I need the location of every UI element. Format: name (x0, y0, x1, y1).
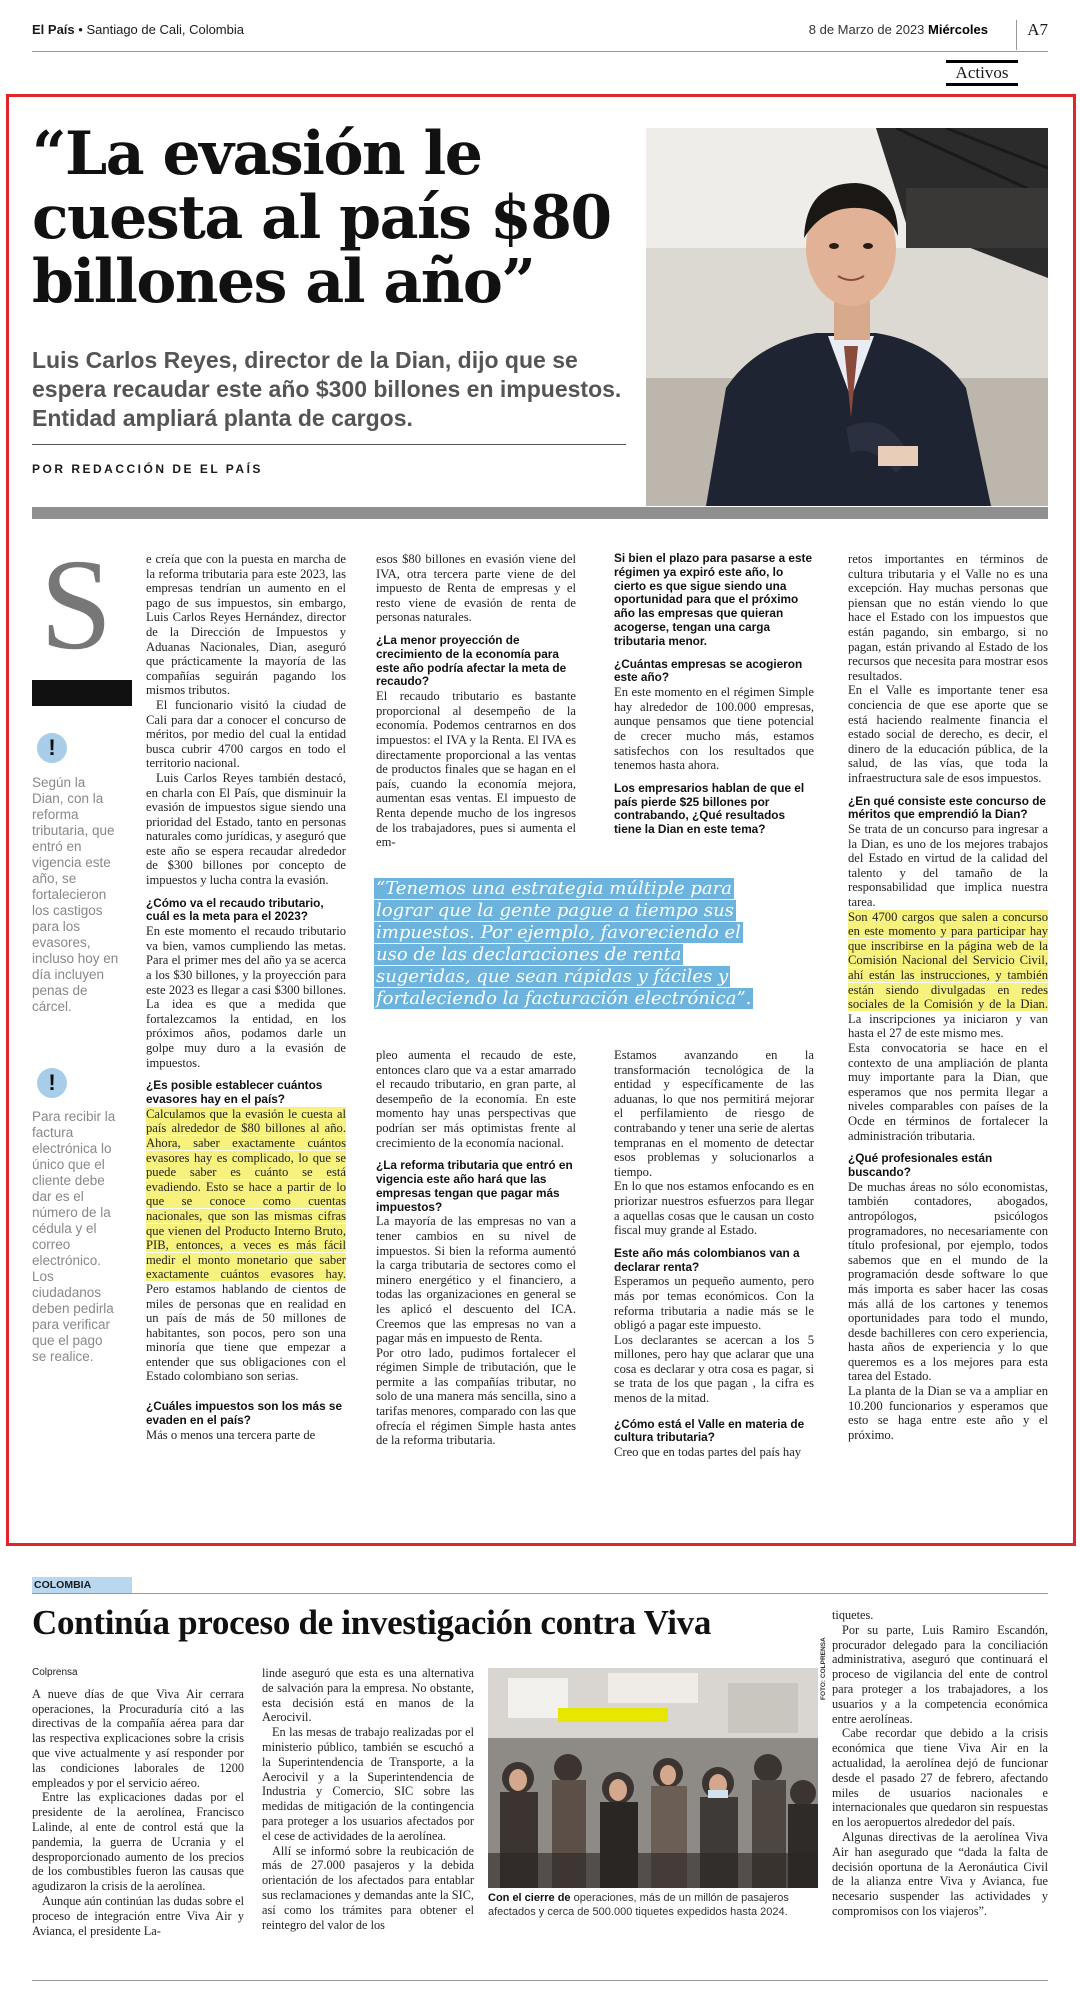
article-column-1 (146, 552, 346, 1442)
tip-note: Según la Dian, con la reforma tributaria, que entró en vigencia este año, se fortalecieron los castigos para los evasores, incluso hoy en día incluyen penas de cárcel. (32, 775, 119, 1014)
question: ¿En qué consiste este concurso de méritos que emprendió la Dian? (848, 793, 1046, 822)
answer: Se trata de un concurso para ingresar a la Dian, es uno de los mejores trabajos del Estado en virtud de la calidad del talento y del tamaño de la responsabilidad que implica nuestra tarea. (848, 822, 1048, 910)
divider (32, 1593, 1048, 1594)
answer-rest: Pero estamos hablando de cientos de miles de personas que en realidad en un país de más de 50 millones de habitantes, son pocos, pero son una minoría que tiene que empezar a entender que sus obligaciones con el Estado colombiano son serias. (146, 1281, 346, 1384)
paragraph: Aunque aún continúan las dudas sobre el proceso de integración entre Viva Air y Avianca, el presidente La- (32, 1893, 244, 1938)
answer: De muchas áreas no sólo economistas, también contadores, abogados, antropólogos, psicólogos programadores, no necesariamente con título profesional, por ejemplo, todos sabemos que en el mundo de la programación desde software lo que más importa es saber hacer las cosas más allá de los cartones y tenemos oportunidades para todo el mundo, desde bachilleres con cero experiencia, hasta años de experiencia y lo que queremos es a los mejores para esta tarea del Estado. (848, 1179, 1048, 1384)
news-source: Colprensa (32, 1667, 78, 1678)
answer: Esperamos un pequeño aumento, pero más por temas económicos. Con la reforma tributaria a nadie más se le obligó a pagar este impuesto. (614, 1274, 814, 1333)
question: ¿La reforma tributaria que entró en vigencia este año hará que las empresas tengan que pagar más impuestos? (376, 1158, 573, 1214)
divider (32, 444, 626, 445)
page-header (32, 20, 1048, 52)
article-column-3-top (614, 552, 814, 837)
answer: En este momento el recaudo tributario va bien, vamos cumpliendo las metas. Para el primer mes del año ya se acerca a los $30 billones, y la proyección para este 2023 es llegar a casi $300 billones. La idea es que a medida que fortalezcamos la entidad, en los próximos años, podamos darle un golpe muy duro a la evasión de impuestos. (146, 924, 346, 1070)
paragraph: esos $80 billones en evasión viene del IVA, otra tercera parte viene de del impuesto de Renta de empresas y el resto viene de evasión de renta de personas naturales. (376, 552, 576, 625)
second-column-2 (262, 1666, 474, 1932)
airport-crowd-photo (488, 1668, 818, 1888)
answer: Por otro lado, pudimos fortalecer el régimen Simple de tributación, que le permite a las compañías tributar, no solo de una manera más sencilla, sino a tarifas menores, comparado con las que ofrecía el régimen Simple hasta antes de la reforma tributaria. (376, 1345, 576, 1448)
paragraph: Luis Carlos Reyes también destacó, en charla con El País, que disminuir la evasión de impuestos sigue siendo una prioridad del Estado, tanto en personas naturales como jurídicas, y aseguró que este año se espera recaudar alrededor de $300 billones por concepto de impuestos y lucha contra la evasión. (146, 770, 346, 888)
byline: POR REDACCIÓN DE EL PAÍS (32, 462, 263, 476)
drop-cap: S (40, 533, 113, 677)
airport-illustration (488, 1668, 818, 1888)
answer: La mayoría de las empresas no van a tener cambios en su nivel de impuestos. Si bien la reforma aumentó la carga tributaria de sectores como el minero energético y el financiero, a todas las organizaciones en general se les aplicó el descuento del ICA. Creemos que las empresas no van a pagar más en impuesto de Renta. (376, 1214, 576, 1346)
answer: En este momento en el régimen Simple hay alrededor de 100.000 empresas, aunque pensamos que tiene potencial de crecer mucho más, estamos satisfechos con los resultados que tenemos hasta ahora. (614, 685, 814, 773)
answer: Esta convocatoria se hace en el contexto de una ampliación de planta muy importante para la Dian, que esperamos que nos permita llegar a niveles comparables con países de la Ocde en términos de fortalecer la administración tributaria. (848, 1041, 1048, 1143)
portrait-photo (646, 128, 1048, 506)
paragraph: Allí se informó sobre la reubicación de más de 27.000 pasajeros y la debida orientación de los afectados para entablar sus reclamaciones y demandas ante la SIC, así como los trámites para obtener el reintegro del valor de los (262, 1843, 474, 1932)
highlighted-text: Son 4700 cargos que salen a concurso en este momento y para participar hay que inscribirse en la página web de la Comisión Nacional del Servicio Civil, ahí están las instrucciones, y también están siendo divulgadas en redes sociales de la Comisión y de la Dian. (848, 909, 1048, 1012)
article-column-3-bottom (614, 1048, 814, 1460)
answer: Más o menos una tercera parte de (146, 1427, 316, 1442)
separator: • (78, 22, 83, 37)
bottom-rule (32, 1980, 1048, 1981)
question: ¿Cómo está el Valle en materia de cultura tributaria? (614, 1416, 805, 1445)
photo-credit: FOTO: COLPRENSA (820, 1637, 827, 1700)
main-headline: “La evasión le cuesta al país $80 billones al año” (32, 119, 611, 317)
second-column-1 (32, 1666, 244, 1938)
paragraph: Algunas directivas de la aerolínea Viva Air han asegurado que “dada la falta de decisión oportuna de la Aeronáutica Civil de la alianza entre Viva y Avianca, fue necesario suspender las actividades y compromisos con los viajeros”. (832, 1829, 1048, 1918)
caption-text: operaciones, más de un millón de pasajeros afectados y cerca de 500.000 tiquetes expedidos hasta 2024. (488, 1892, 789, 1918)
publication-name: El País (32, 22, 75, 37)
paragraph: El funcionario visitó la ciudad de Cali para dar a conocer el concurso de méritos, por medio del cual la entidad busca cubrir 4700 cargos en todo el territorio nacional. (146, 697, 346, 771)
paragraph: Cabe recordar que debido a la crisis económica que tiene Viva Air en la actualidad, la aerolínea dejó de funcionar desde el pasado 27 de febrero, afectando miles de usuarios nacionales e internacionales que quedaron sin respuestas en los aeropuertos alrededor del país. (832, 1726, 1048, 1830)
exclamation-icon: ! (37, 733, 67, 763)
page-number: A7 (1016, 20, 1048, 50)
paragraph: Entre las explicaciones dadas por el presidente de la aerolínea, Francisco Lalinde, al ente de control está que la pandemia, la guerra de Ucrania y el desproporcionado aumento de los precios de los combustibles fueron las causas que agudizaron la crisis de la aerolínea. (32, 1790, 244, 1894)
question: Los empresarios hablan de que el país pierde $25 billones por contrabando, ¿Qué resultados tiene la Dian en este tema? (614, 780, 805, 837)
issue-date (809, 22, 988, 37)
answer (848, 910, 1048, 1041)
pull-quote-text: “Tenemos una estrategia múltiple para lograr que la gente pague a tiempo sus impuestos. Por ejemplo, favoreciendo el uso de las declaraciones de renta sugeridas, que sean rápidas y fáciles y fortaleciendo la facturación electrónica”. (376, 878, 752, 1009)
highlighted-text: Calculamos que la evasión le cuesta al país alrededor de $80 billones al año. Ahora, saber exactamente cuántos evasores hay es complicado, lo que se puede saber es cuánto se está evadiendo. Esto se hace a partir de lo que se conoce como cuentas nacionales, que son las mismas cifras que vienen del Producto Interno Bruto, PIB, entonces, a veces es más fácil medir el monto monetario que saber exactamente cuántos evasores hay. (146, 1106, 346, 1282)
question: ¿Cuáles impuestos son los más se evaden en el país? (146, 1399, 343, 1427)
paragraph: Por su parte, Luis Ramiro Escandón, procurador delegado para la conciliación administrativa, aseguró que continuará el proceso de vigilancia del ente de control para proteger a los trabajadores, a los usuarios y a la competencia económica entre aerolíneas. (832, 1622, 1048, 1726)
caption-lead: Con el cierre de (488, 1892, 571, 1904)
drop-cap-bar (32, 680, 132, 706)
section-label: Activos (946, 60, 1018, 86)
answer: Creo que en todas partes del país hay (614, 1445, 802, 1460)
paragraph: linde aseguró que esta es una alternativa de salvación para la empresa. No obstante, esta decisión está en manos de la Aerocivil. (262, 1666, 474, 1725)
publication-line (32, 22, 244, 37)
question: ¿Es posible establecer cuántos evasores hay en el país? (146, 1078, 323, 1106)
paragraph: En las mesas de trabajo realizadas por el ministerio público, también se escuchó a la Superintendencia de Transporte, a la Aerocivil y a la Superintendencia de Industria y Comercio, SIC sobre las medidas de mitigación de la contingencia para proteger a los usuarios afectados por el cese de actividades de la aerolínea. (262, 1725, 474, 1843)
answer: Estamos avanzando en la transformación tecnológica de la entidad y específicamente de las aduanas, lo que nos permitirá mejorar el perfilamiento de riesgo de contrabando y tener una serie de alertas tempranas en el momento de detectar esos problemas y solucionarlos a tiempo. (614, 1048, 814, 1179)
location: Santiago de Cali, Colombia (86, 22, 244, 37)
tip-note: Para recibir la factura electrónica lo único que el cliente debe dar es el número de la cédula y el correo electrónico. Los ciudadanos deben pedirla para verificar que el pago se realice. (32, 1109, 116, 1364)
pull-quote (374, 878, 778, 1010)
portrait-illustration (646, 128, 1048, 506)
weekday: Miércoles (928, 22, 988, 37)
question: ¿La menor proyección de crecimiento de la economía para este año podría afectar la meta de recaudo? (376, 632, 567, 689)
main-dek: Luis Carlos Reyes, director de la Dian, dijo que se espera recaudar este año $300 billones en impuestos. Entidad ampliará planta de cargos. (32, 347, 622, 431)
article-column-2-bottom (376, 1048, 576, 1448)
photo-caption (488, 1892, 818, 1919)
question: ¿Cómo va el recaudo tributario, cuál es la meta para el 2023? (146, 895, 324, 924)
question: Este año más colombianos van a declarar renta? (614, 1245, 800, 1274)
gray-divider-band (32, 507, 1048, 519)
answer: En lo que nos estamos enfocando es en priorizar nuestros esfuerzos para llegar a aquellas cosas que le causan un costo fiscal muy grande al Estado. (614, 1179, 814, 1238)
answer-rest: La inscripciones ya iniciaron y van hasta el 27 de este mismo mes. (848, 1011, 1048, 1041)
answer: El recaudo tributario es bastante proporcional al desempeño de la economía. Podemos centrarnos en dos impuestos: el IVA y la Renta. El IVA es directamente proporcional a las ventas de productos finales que se hagan en el país, cuando la economía mejora, aumentan esas ventas. El impuesto de Renta depende mucho de los ingresos de los trabajadores, pues si aumenta el em- (376, 689, 576, 850)
question: ¿Cuántas empresas se acogieron este año? (614, 656, 803, 685)
article-column-2-top (376, 552, 576, 850)
question: ¿Qué profesionales están buscando? (848, 1151, 993, 1179)
second-column-3 (832, 1608, 1048, 1919)
answer: Los declarantes se acercan a los 5 millones, pero hay que aclarar que una cosa es declarar y otra cosa es pagar, si se trata de los que pagan , la cifra es menos de la mitad. (614, 1332, 814, 1406)
paragraph: tiquetes. (832, 1608, 874, 1622)
paragraph: En el Valle es importante tener esa conciencia de que ese aporte que se está haciendo realmente financia el estado social de derecho, es decir, el dinero de la educación pública, de la salud, de las vías, que toda la infraestructura sale de esos impuestos. (848, 683, 1048, 785)
paragraph: A nueve días de que Viva Air cerrara operaciones, la Procuraduría citó a las directivas de la compañía aérea para dar las respectiva explicaciones sobre la crisis que vive actualmente y así responder por las condiciones laborales de 1200 empleados y por el servicio aéreo. (32, 1686, 244, 1790)
second-headline: Continúa proceso de investigación contra Viva (32, 1603, 712, 1642)
question: Si bien el plazo para pasarse a este régimen ya expiró este año, lo cierto es que sigue siendo una oportunidad para que el próximo año las empresas que quieran acogerse, tengan una carga tributaria menor. (614, 551, 813, 648)
answer: La planta de la Dian se va a ampliar en 10.200 funcionarios y esperamos que esto se haga entre este año y el próximo. (848, 1384, 1048, 1442)
paragraph: retos importantes en términos de cultura tributaria y el Valle no es una excepción. Hay muchas personas que piensan que no están viendo lo que hace el Estado con los impuestos que están pagando, sin embargo, si no pagan, están privando al Estado de los recursos que necesita para mostrar esos resultados. (848, 552, 1048, 683)
section-tag: COLOMBIA (32, 1577, 132, 1593)
paragraph: e creía que con la puesta en marcha de la reforma tributaria para este 2023, las empresas tendrían un aumento en el pago de sus impuestos, sin embargo, Luis Carlos Reyes Hernández, director de la Dirección de Impuestos y Aduanas Nacionales, Dian, aseguró que prácticamente la mayoría de las compañías seguirán pagando los mismos tributos. (146, 552, 346, 698)
answer (146, 1107, 346, 1384)
article-column-4 (848, 552, 1048, 1442)
paragraph: pleo aumenta el recaudo de este, entonces claro que va a estar amarrado el recaudo tributario, en gran parte, al desempeño de la economía. En este momento hay unas perspectivas que podrían ser más optimistas frente al crecimiento de la economía nacional. (376, 1048, 576, 1150)
exclamation-icon: ! (37, 1068, 67, 1098)
date-text: 8 de Marzo de 2023 (808, 22, 925, 37)
